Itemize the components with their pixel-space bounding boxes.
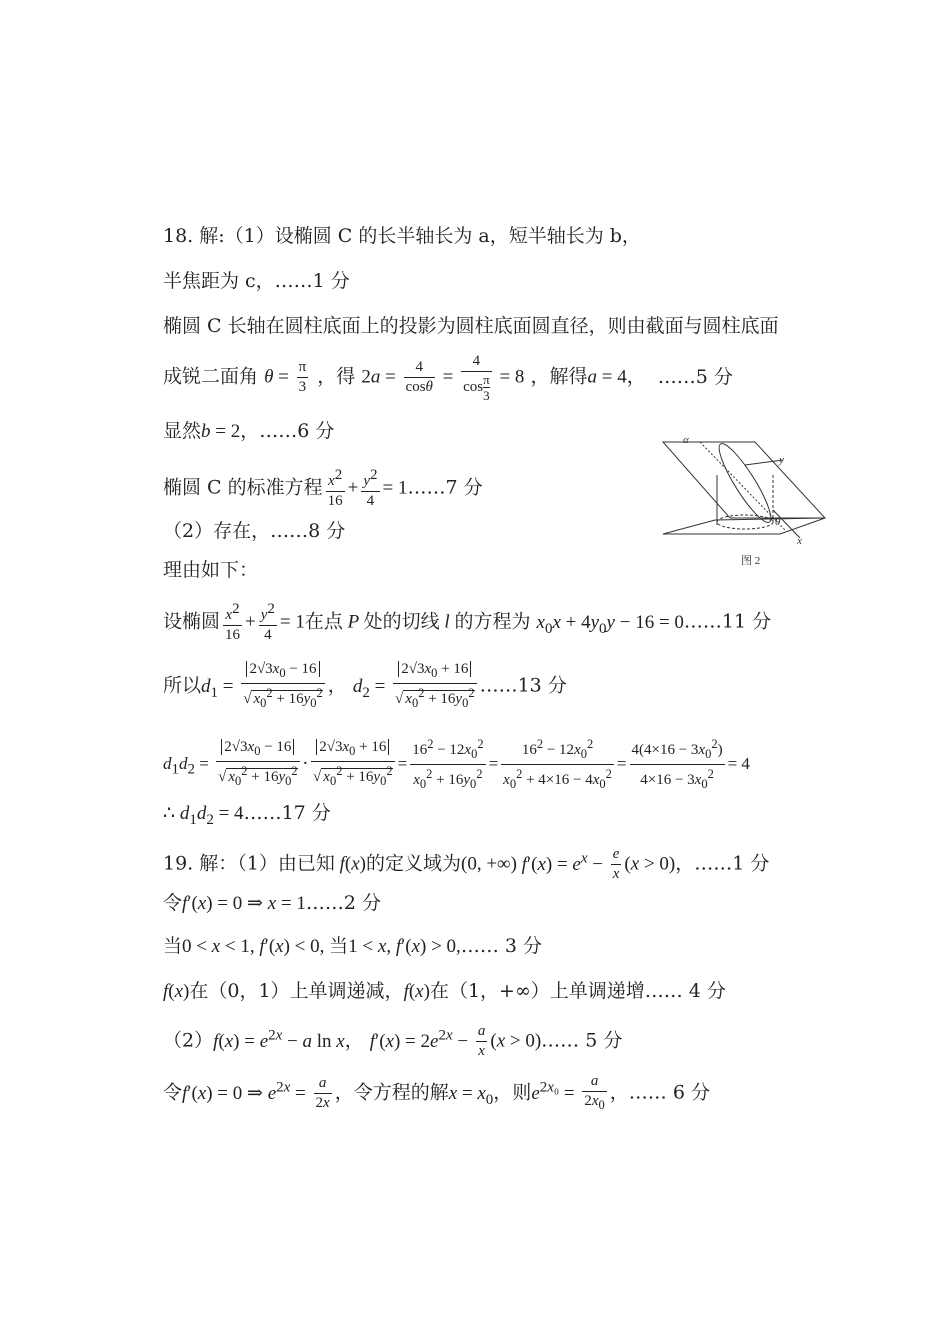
p18-line1: 18. 解:（1）设椭圆 C 的长半轴长为 a，短半轴长为 b， (163, 225, 641, 247)
p18-line8: 理由如下： (163, 559, 259, 581)
p19-line4: f(x)在（0，1）上单调递减，f(x)在（1，+∞）上单调递增…… 4 分 (163, 980, 726, 1002)
p18-line11: $d_1d_2$ = $\frac{2√3x_0 - 16}{√ x_0^2 + 16y_0^2}$ · $\frac{2√3x_0 + 16}{√ x_0^2 + 16y_0^2}$ = $\frac{16^2 - 12x_0^2}{x_0^2 + 16y_0^2}$ = $\frac{16^2 - 12x_0^2}{x_0^2 + 4\times 16 - 4x_0^2}$ = $\frac{4(4\times 16 - 3x_0^2)}{4\times 16 - 3x_0^2}$ = 4 (163, 737, 750, 791)
x-axis-label: x (797, 535, 802, 547)
p18-line5: 显然b = 2，……6 分 (163, 420, 335, 442)
p18-line9: 设椭圆 $\frac{x^2}{16}$ + $\frac{y^2}{4}$ = 1在点 P 处的切线 l 的方程为 $x_0x + 4y_0y - 16$ = 0……11 分 (163, 601, 772, 643)
p19-line3: 当0 < x < 1, f′(x) < 0, 当1 < x, f′(x) > 0,…… 3 分 (163, 935, 542, 957)
p19-line6: 令f′(x) = 0 ⇒ $e^{2x}$ = $\frac{a}{2x}$ ，令方程的解$x = x_0$，则$e^{2x_0}$ = $\frac{a}{2x_0}$ ，…… 6 分 (163, 1073, 710, 1112)
p18-line6: 椭圆 C 的标准方程 $\frac{x^2}{16}$ + $\frac{y^2}{4}$ = 1……7 分 (163, 467, 483, 509)
p18-line10: 所以$d_1$ = $\frac{2√3x_0 - 16}{√ x_0^2 + 16y_0^2}$ ， $d_2$ = $\frac{2√3x_0 + 16}{√ x_0^2 + 16y_0^2}$ ……13 分 (163, 661, 567, 710)
theta-label: θ (775, 516, 781, 528)
y-axis-label: y (779, 454, 784, 466)
figure-caption: 图 2 (741, 555, 761, 567)
p19-line2: 令f′(x) = 0 ⇒ x = 1……2 分 (163, 892, 381, 914)
p18-line3: 椭圆 C 长轴在圆柱底面上的投影为圆柱底面圆直径，则由截面与圆柱底面 (163, 315, 779, 337)
p18-line7: （2）存在，……8 分 (163, 520, 346, 542)
p19-line5: $(2)f(x) = e^{2x} - a$ ln x， $f'(x) = 2e^{2x}$ − $\frac{a}{x}$ (x > 0)…… 5 分 (163, 1023, 623, 1059)
alpha-label: α (683, 434, 689, 446)
figure-2 (655, 420, 835, 570)
p18-line12: ∴ $d_1d_2$ = 4……17 分 (163, 802, 331, 828)
p18-line4: 成锐二面角 θ = $\frac{\pi}{3}$ ，得 2a = $\frac{4}{\cos\theta}$ = 4 cos $\frac{\pi}{3}$ = 8 ，解得a = 4， ……5 分 (163, 353, 733, 403)
p19-line1: 19. 解：（1）由已知 f(x)的定义域为(0, +∞) $f'(x) = e^x$ − $\frac{e}{x}$ (x > 0)，……1 分 (163, 846, 770, 882)
p18-line2: 半焦距为 c，……1 分 (163, 270, 350, 292)
plane-alpha (663, 442, 825, 518)
